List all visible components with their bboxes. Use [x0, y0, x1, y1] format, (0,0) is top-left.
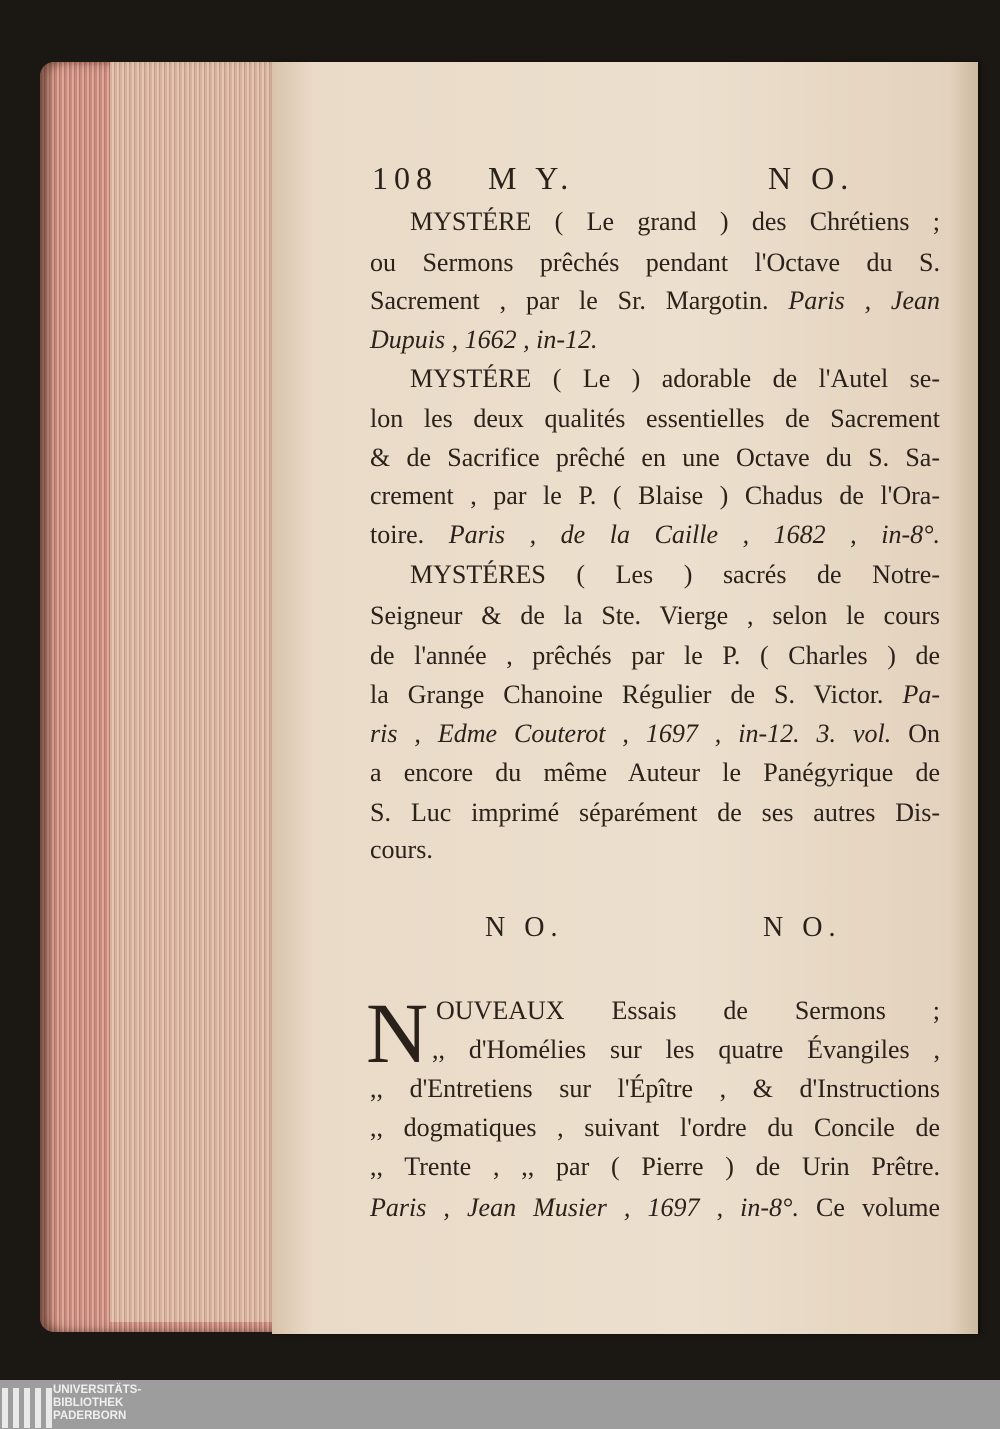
text-line — [370, 641, 940, 671]
section-heading-left: N O. — [485, 912, 564, 943]
roman-text: ,, d'Entretiens sur l'Épître , & d'Instructions — [370, 1074, 940, 1103]
running-head-left: M Y. — [488, 160, 575, 196]
roman-text: ou Sermons prêchés pendant l'Octave du S. — [370, 248, 940, 277]
text-line — [370, 1152, 940, 1182]
text-line — [432, 1035, 940, 1065]
text-line — [370, 1113, 940, 1143]
text-line — [370, 248, 940, 278]
roman-text: lon les deux qualités essentielles de Sacrement — [370, 404, 940, 433]
text-line — [370, 835, 940, 865]
roman-text: cours. — [370, 835, 433, 864]
text-line — [370, 481, 940, 511]
roman-text: Sacrement , par le Sr. Margotin. — [370, 286, 789, 315]
text-line — [370, 325, 940, 355]
roman-text: OUVEAUX Essais de Sermons ; — [436, 996, 940, 1025]
roman-text: MYSTÉRES ( Les ) sacrés de Notre- — [410, 560, 940, 589]
roman-text: On — [891, 719, 940, 748]
logo-line: PADERBORN — [53, 1410, 127, 1422]
italic-text: Dupuis , 1662 , in-12. — [370, 325, 598, 354]
text-line — [370, 1074, 940, 1104]
text-line — [370, 520, 940, 550]
text-line — [370, 680, 940, 710]
roman-text: ,, d'Homélies sur les quatre Évangiles , — [432, 1035, 940, 1064]
roman-text: toire. — [370, 520, 449, 549]
roman-text: crement , par le P. ( Blaise ) Chadus de l'Ora- — [370, 481, 940, 510]
italic-text: Paris , Jean Musier , 1697 , in-8°. — [370, 1193, 799, 1222]
text-line — [370, 601, 940, 631]
text-line — [370, 443, 940, 473]
roman-text: la Grange Chanoine Régulier de S. Victor. — [370, 680, 903, 709]
italic-text: Paris , Jean — [788, 286, 941, 315]
text-line — [410, 560, 940, 590]
roman-text: ,, dogmatiques , suivant l'ordre du Concile de — [370, 1113, 940, 1142]
roman-text: MYSTÉRE ( Le ) adorable de l'Autel se- — [410, 364, 940, 393]
library-logo-text — [53, 1384, 141, 1423]
roman-text: & de Sacrifice prêché en une Octave du S. Sa- — [370, 443, 940, 472]
text-line — [410, 207, 940, 237]
text-line — [436, 996, 940, 1026]
roman-text: ,, Trente , ,, par ( Pierre ) de Urin Prêtre. — [370, 1152, 940, 1181]
text-line — [370, 1193, 940, 1223]
logo-line: BIBLIOTHEK — [53, 1397, 124, 1409]
roman-text: Ce volume — [798, 1193, 941, 1222]
text-line — [410, 364, 940, 394]
footer-bar — [0, 1380, 1000, 1429]
roman-text: Seigneur & de la Ste. Vierge , selon le cours — [370, 601, 940, 630]
text-line — [370, 286, 940, 316]
italic-text: ris , Edme Couterot , 1697 , in-12. 3. vol. — [370, 719, 892, 748]
text-line — [370, 798, 940, 828]
roman-text: a encore du même Auteur le Panégyrique de — [370, 758, 940, 787]
italic-text: Paris , de la Caille , 1682 , in-8°. — [448, 520, 941, 549]
page-number: 108 — [372, 160, 438, 196]
roman-text: S. Luc imprimé séparément de ses autres Dis- — [370, 798, 940, 827]
book-page-edges-inner — [110, 62, 275, 1322]
italic-text: Pa- — [902, 680, 940, 709]
roman-text: de l'année , prêchés par le P. ( Charles ) de — [370, 641, 940, 670]
library-logo-icon — [2, 1388, 52, 1428]
roman-text: MYSTÉRE ( Le grand ) des Chrétiens ; — [410, 207, 940, 236]
text-line — [370, 719, 940, 749]
text-line — [370, 758, 940, 788]
logo-line: UNIVERSITÄTS- — [53, 1384, 142, 1396]
section-heading-right: N O. — [763, 912, 842, 943]
text-line — [370, 404, 940, 434]
running-head-right: N O. — [768, 160, 855, 196]
drop-cap: N — [366, 985, 429, 1081]
